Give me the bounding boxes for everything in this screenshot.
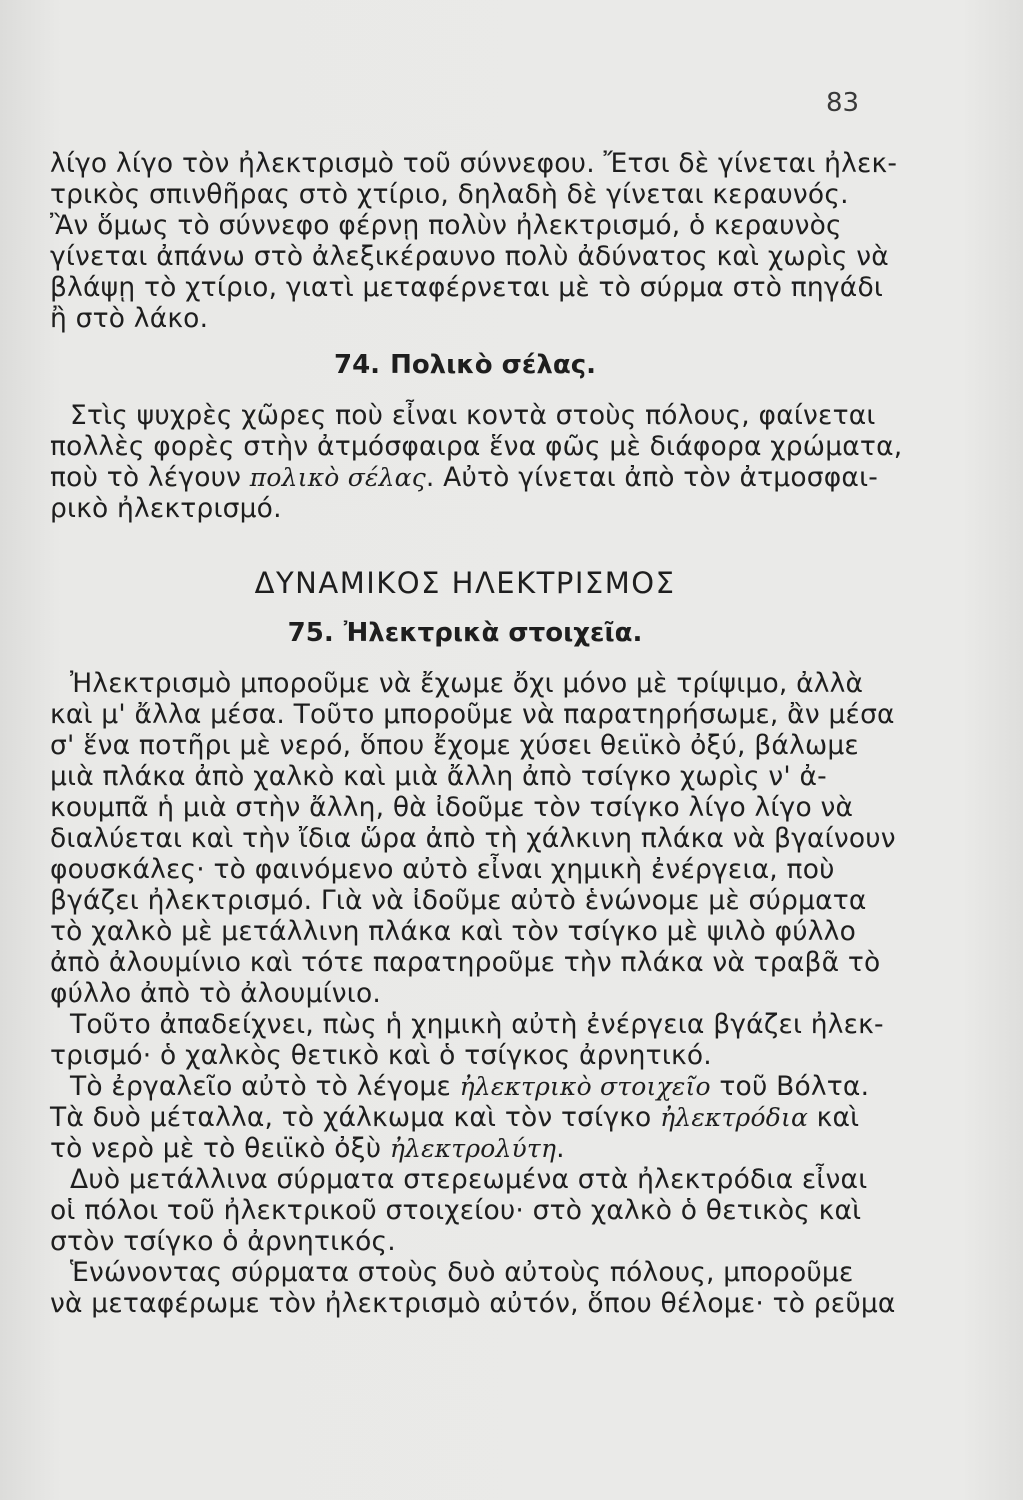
text-line: τὸ χαλκὸ μὲ μετάλλινη πλάκα καὶ τὸν τσίγκο μὲ ψιλὸ φύλλο: [50, 916, 856, 947]
text-line: φουσκάλες· τὸ φαινόμενο αὐτὸ εἶναι χημικὴ ἐνέργεια, ποὺ: [50, 854, 835, 885]
page-body: [50, 148, 903, 1319]
italic-term: ἠλεκτρικὸ στοιχεῖο: [459, 1072, 711, 1101]
text-line: Ἑνώνοντας σύρματα στοὺς δυὸ αὐτοὺς πόλους, μποροῦμε: [70, 1257, 854, 1288]
text-line: καὶ μ' ἄλλα μέσα. Τοῦτο μποροῦμε νὰ παρατηρήσωμε, ἂν μέσα: [50, 699, 895, 730]
page-number: 83: [826, 88, 860, 118]
text-line: Δυὸ μετάλλινα σύρματα στερεωμένα στὰ ἠλεκτρόδια εἶναι: [70, 1164, 868, 1195]
text-line: Στὶς ψυχρὲς χῶρες ποὺ εἶναι κοντὰ στοὺς πόλους, φαίνεται: [70, 400, 876, 431]
text-line: ἀπὸ ἀλουμίνιο καὶ τότε παρατηροῦμε τὴν πλάκα νὰ τραβᾶ τὸ: [50, 947, 881, 978]
text-line: σ' ἕνα ποτῆρι μὲ νερό, ὅπου ἔχομε χύσει θειϊκὸ ὀξύ, βάλωμε: [50, 730, 859, 761]
text-line: στὸν τσίγκο ὁ ἀρνητικός.: [50, 1226, 396, 1257]
text-line: οἱ πόλοι τοῦ ἠλεκτρικοῦ στοιχείου· στὸ χαλκὸ ὁ θετικὸς καὶ: [50, 1195, 862, 1226]
text-line: Τὸ ἐργαλεῖο αὐτὸ τὸ λέγομε ἠλεκτρικὸ στοιχεῖο τοῦ Βόλτα.: [70, 1071, 870, 1102]
section-75-heading: [50, 618, 880, 649]
section-title: Ἠλεκτρικὰ στοιχεῖα.: [343, 618, 643, 648]
text-line: γίνεται ἀπάνω στὸ ἀλεξικέραυνο πολὺ ἀδύνατος καὶ χωρὶς νὰ: [50, 241, 889, 272]
text-line: λίγο λίγο τὸν ἠλεκτρισμὸ τοῦ σύννεφου. Ἔτσι δὲ γίνεται ἠλεκ-: [50, 148, 898, 179]
text-line: τρικὸς σπινθῆρας στὸ χτίριο, δηλαδὴ δὲ γίνεται κεραυνός.: [50, 179, 849, 210]
text-line: τρισμό· ὁ χαλκὸς θετικὸ καὶ ὁ τσίγκος ἀρνητικό.: [50, 1040, 712, 1071]
text-line: πολλὲς φορὲς στὴν ἀτμόσφαιρα ἕνα φῶς μὲ διάφορα χρώματα,: [50, 431, 903, 462]
italic-term: πολικὸ σέλας: [249, 463, 426, 492]
italic-term: ἠλεκτρόδια: [660, 1103, 809, 1132]
section-number: 75.: [287, 618, 334, 648]
text-line: ρικὸ ἠλεκτρισμό.: [50, 493, 282, 524]
section-number: 74.: [334, 350, 381, 380]
text-line: Τοῦτο ἀπαδείχνει, πὼς ἡ χημικὴ αὐτὴ ἐνέργεια βγάζει ἠλεκ-: [70, 1009, 884, 1040]
text-line: Τὰ δυὸ μέταλλα, τὸ χάλκωμα καὶ τὸν τσίγκο ἠλεκτρόδια καὶ: [50, 1102, 860, 1133]
text-line: ποὺ τὸ λέγουν πολικὸ σέλας. Αὐτὸ γίνεται ἀπὸ τὸν ἀτμοσφαι-: [50, 462, 879, 493]
section-title: Πολικὸ σέλας.: [390, 350, 596, 380]
text-line: νὰ μεταφέρωμε τὸν ἠλεκτρισμὸ αὐτόν, ὅπου θέλομε· τὸ ρεῦμα: [50, 1288, 896, 1319]
text-line: κουμπᾶ ἡ μιὰ στὴν ἄλλη, θὰ ἰδοῦμε τὸν τσίγκο λίγο λίγο νὰ: [50, 792, 854, 823]
text-line: μιὰ πλάκα ἀπὸ χαλκὸ καὶ μιὰ ἄλλη ἀπὸ τσίγκο χωρὶς ν' ἀ-: [50, 761, 827, 792]
text-line: φύλλο ἀπὸ τὸ ἀλουμίνιο.: [50, 978, 381, 1009]
text-line: βλάψῃ τὸ χτίριο, γιατὶ μεταφέρνεται μὲ τὸ σύρμα στὸ πηγάδι: [50, 272, 884, 303]
text-line: Ἠλεκτρισμὸ μποροῦμε νὰ ἔχωμε ὄχι μόνο μὲ τρίψιμο, ἀλλὰ: [70, 668, 864, 699]
text-line: βγάζει ἠλεκτρισμό. Γιὰ νὰ ἰδοῦμε αὐτὸ ἑνώνομε μὲ σύρματα: [50, 885, 867, 916]
chapter-title: ΔΥΝΑΜΙΚΟΣ ΗΛΕΚΤΡΙΣΜΟΣ: [254, 566, 676, 600]
text-line: τὸ νερὸ μὲ τὸ θειϊκὸ ὀξὺ ἠλεκτρολύτη.: [50, 1133, 565, 1164]
italic-term: ἠλεκτρολύτη: [389, 1134, 557, 1163]
text-line: ἢ στὸ λάκο.: [50, 303, 209, 334]
section-74-heading: [50, 350, 880, 381]
text-line: διαλύεται καὶ τὴν ἴδια ὥρα ἀπὸ τὴ χάλκινη πλάκα νὰ βγαίνουν: [50, 823, 896, 854]
text-line: Ἂν ὅμως τὸ σύννεφο φέρνῃ πολὺν ἠλεκτρισμό, ὁ κεραυνὸς: [50, 210, 842, 241]
